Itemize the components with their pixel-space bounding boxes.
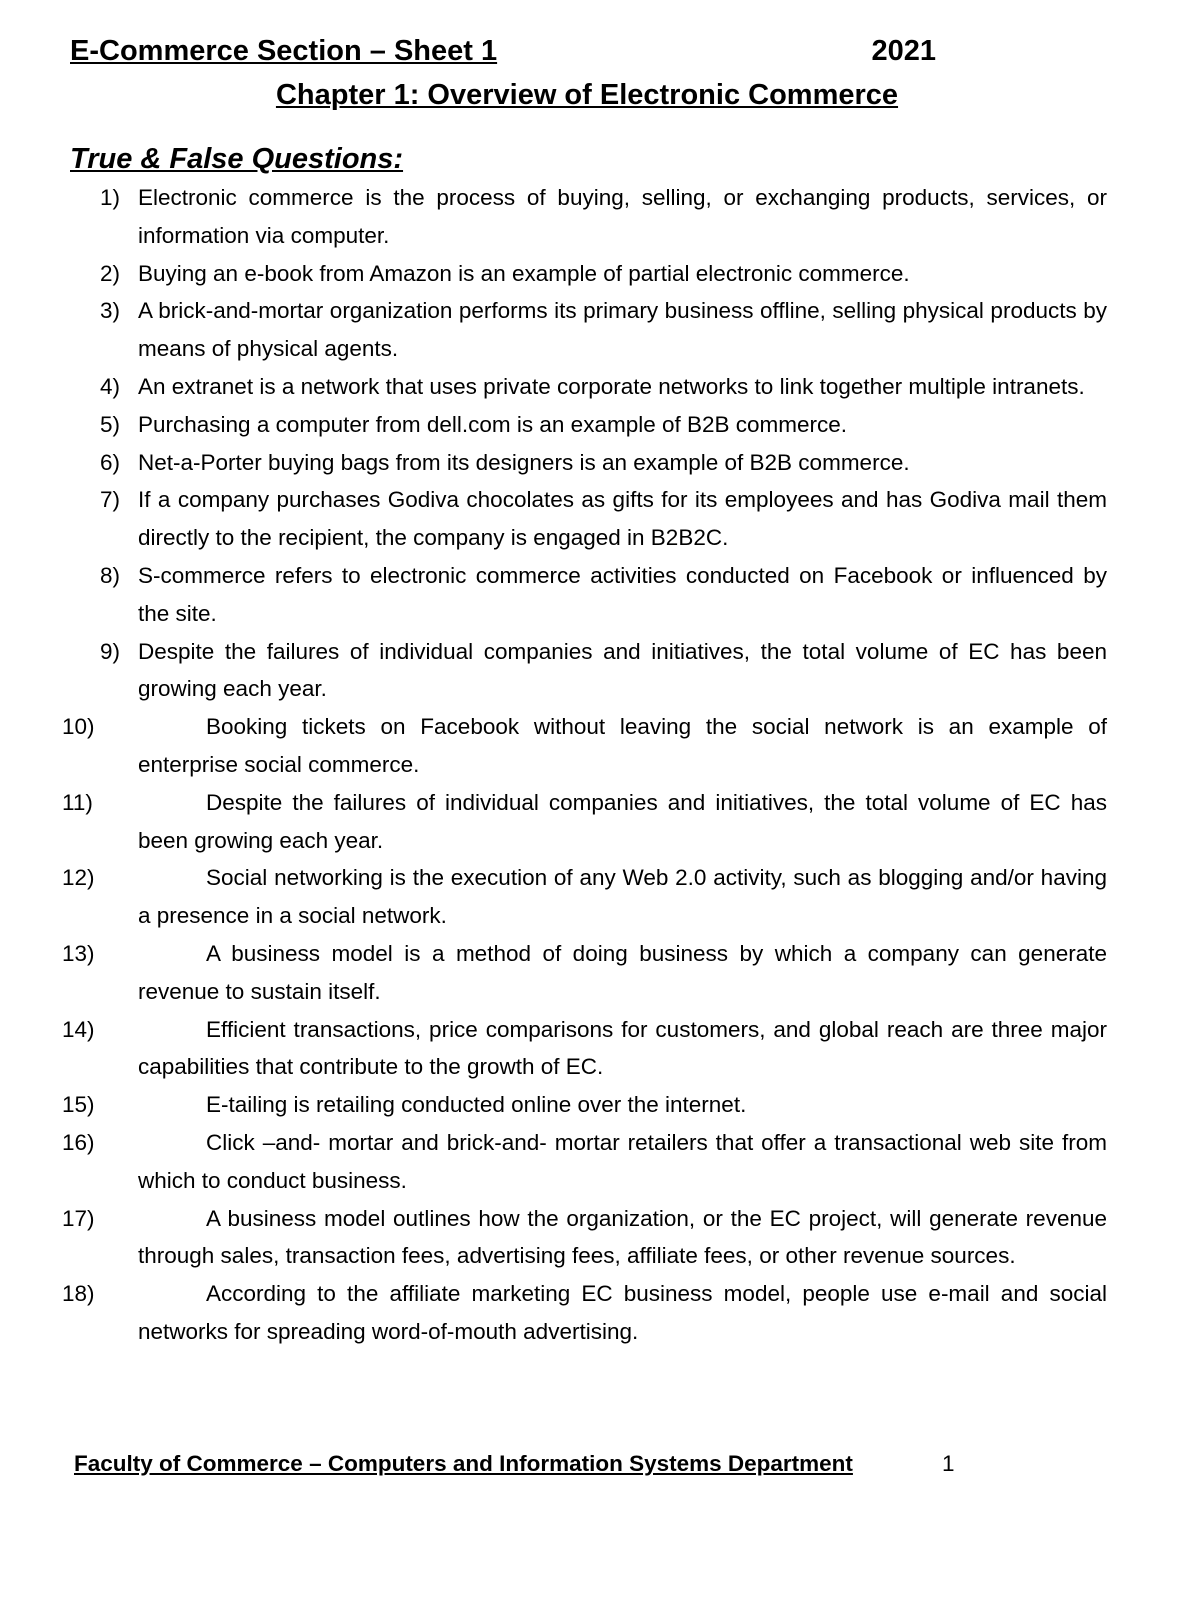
question-item [62, 1011, 1107, 1087]
question-text: A business model outlines how the organization, or the EC project, will generate revenue through sales, transaction fees, advertising fees, affiliate fees, or other revenue sources. [138, 1205, 1107, 1269]
question-number: 8) [100, 562, 121, 588]
question-item [100, 368, 1107, 406]
question-number: 6) [100, 449, 121, 475]
question-item [62, 1086, 1107, 1124]
question-number: 13) [62, 940, 95, 966]
question-text: Net-a-Porter buying bags from its designers is an example of B2B commerce. [138, 449, 910, 475]
question-number: 12) [62, 865, 95, 891]
header-title: E-Commerce Section – Sheet 1 [70, 35, 498, 67]
question-text: Efficient transactions, price comparisons for customers, and global reach are three major capabilities that contribute to the growth of EC. [138, 1016, 1107, 1080]
question-item [62, 784, 1107, 860]
question-number: 4) [100, 373, 121, 399]
question-text: Buying an e-book from Amazon is an example of partial electronic commerce. [138, 260, 910, 286]
chapter-title: Chapter 1: Overview of Electronic Commerce [275, 79, 899, 111]
question-text: Despite the failures of individual companies and initiatives, the total volume of EC has been growing each year. [138, 789, 1107, 853]
question-number: 14) [62, 1016, 95, 1042]
question-text: E-tailing is retailing conducted online over the internet. [206, 1092, 747, 1118]
question-number: 1) [100, 185, 121, 210]
question-text: Despite the failures of individual companies and initiatives, the total volume of EC has been growing each year. [138, 638, 1107, 702]
questions-list [62, 179, 1107, 1351]
question-item [100, 255, 1107, 293]
question-item [100, 481, 1107, 557]
question-text: A brick-and-mortar organization performs its primary business offline, selling physical products by means of physical agents. [138, 298, 1107, 362]
question-text: A business model is a method of doing business by which a company can generate revenue to sustain itself. [138, 940, 1107, 1004]
question-text: An extranet is a network that uses private corporate networks to link together multiple intranets. [138, 373, 1085, 399]
question-number: 3) [100, 298, 121, 324]
question-text: According to the affiliate marketing EC business model, people use e-mail and social networks for spreading word-of-mouth advertising. [138, 1281, 1107, 1344]
question-item [62, 708, 1107, 784]
question-text: S-commerce refers to electronic commerce activities conducted on Facebook or influenced by the site. [138, 562, 1107, 626]
question-item [62, 935, 1107, 1011]
footer-page-number: 1 [942, 1451, 955, 1476]
question-number: 5) [100, 411, 121, 437]
question-text: Purchasing a computer from dell.com is an example of B2B commerce. [138, 411, 848, 437]
footer-department: Faculty of Commerce – Computers and Information Systems Department [74, 1451, 853, 1476]
question-number: 7) [100, 487, 121, 513]
question-text: If a company purchases Godiva chocolates as gifts for its employees and has Godiva mail them directly to the recipient, the company is engaged in B2B2C. [138, 487, 1107, 551]
question-item [62, 1200, 1107, 1276]
question-text: Social networking is the execution of any Web 2.0 activity, such as blogging and/or having a presence in a social network. [138, 865, 1107, 929]
question-number: 11) [62, 789, 93, 815]
question-number: 16) [62, 1129, 95, 1155]
question-item [100, 557, 1107, 633]
question-text: Electronic commerce is the process of buying, selling, or exchanging products, services, or information via computer. [138, 185, 1107, 248]
question-item [100, 633, 1107, 709]
question-number: 2) [100, 260, 121, 286]
question-item [100, 444, 1107, 482]
sheet-header [70, 30, 936, 72]
question-number: 10) [62, 714, 95, 740]
question-number: 15) [62, 1092, 95, 1118]
question-item [100, 406, 1107, 444]
question-item [62, 1124, 1107, 1200]
section-title: True & False Questions: [70, 143, 404, 175]
question-item [100, 292, 1107, 368]
question-item [100, 179, 1107, 255]
question-text: Click –and- mortar and brick-and- mortar retailers that offer a transactional web site from which to conduct business. [138, 1129, 1107, 1193]
header-year: 2021 [871, 35, 936, 67]
question-number: 9) [100, 638, 121, 664]
question-item [62, 1275, 1107, 1351]
question-number: 17) [62, 1205, 95, 1231]
question-number: 18) [62, 1281, 95, 1307]
question-item [62, 859, 1107, 935]
question-text: Booking tickets on Facebook without leaving the social network is an example of enterprise social commerce. [138, 714, 1107, 777]
